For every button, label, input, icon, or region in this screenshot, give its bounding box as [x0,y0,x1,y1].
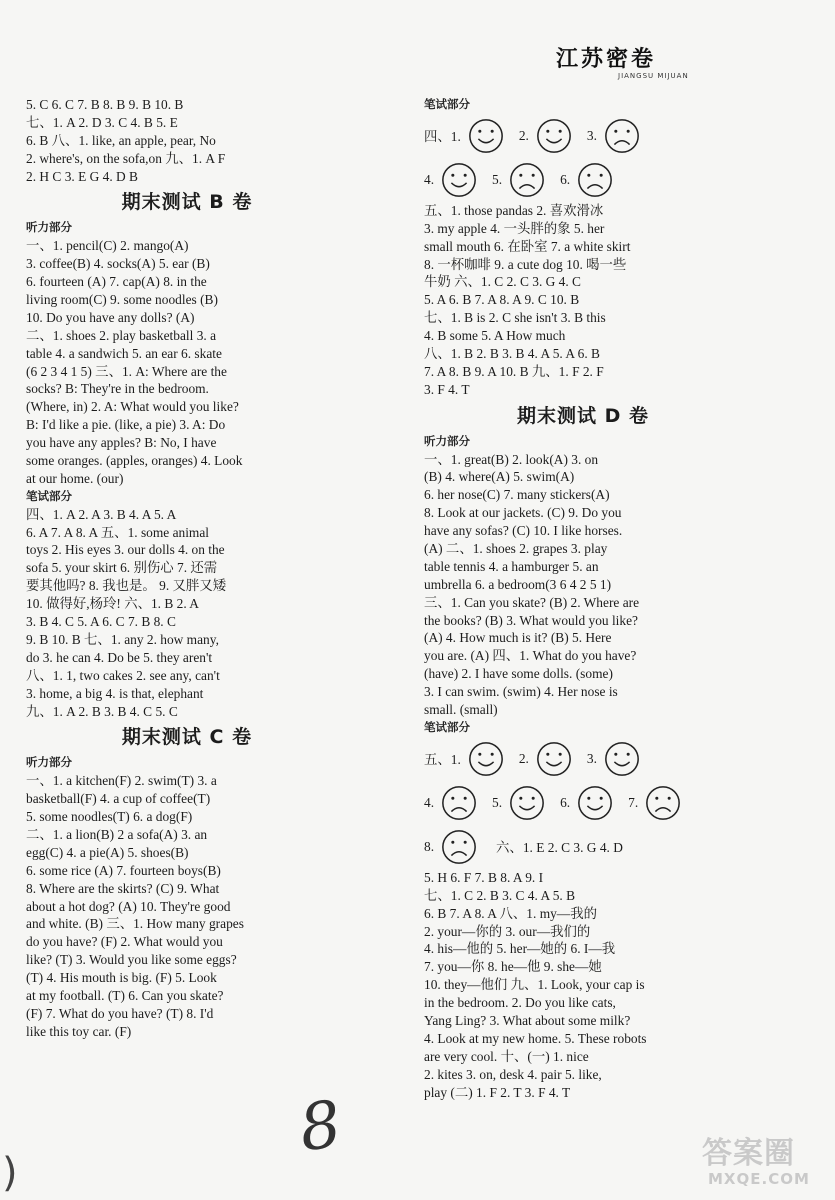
answer-line: 六、1. E 2. C 3. G 4. D [496,840,623,856]
page-edge-mark: ) [2,1150,18,1196]
smiley-answer-row [424,825,742,869]
answer-line: B: I'd like a pie. (like, a pie) 3. A: Do [26,417,226,433]
answer-line: 6. her nose(C) 7. many stickers(A) [424,487,610,503]
answer-line: 3. F 4. T [424,381,470,397]
right-answer-column [424,96,742,1101]
answer-line: 10. 做得好,杨玲! 六、1. B 2. A [26,596,199,612]
brand-title: 江苏密卷 [556,47,657,72]
smiley-face-icon [603,740,641,778]
question-number: 5. [492,794,503,810]
left-answer-column [26,96,348,1041]
smiley-answer-row [424,114,742,158]
answer-line: 3. home, a big 4. is that, elephant [26,685,204,701]
answer-line: 8. 一杯咖啡 9. a cute dog 10. 喝一些 [424,256,627,272]
answer-line: 5. H 6. F 7. B 8. A 9. I [424,869,544,885]
answer-line: about a hot dog? (A) 10. They're good [26,898,231,914]
answer-line: 要其他吗? 8. 我也是。 9. 又胖又矮 [26,578,227,594]
answer-line: and white. (B) 三、1. How many grapes [26,916,244,932]
answer-line: 4. his—他的 5. her—她的 6. I—我 [424,941,616,957]
answer-line: at my football. (T) 6. Can you skate? [26,987,224,1003]
answer-line: are very cool. 十、(一) 1. nice [424,1048,589,1064]
answer-line: 7. you—你 8. he—他 9. she—她 [424,959,602,975]
frowning-face-icon [644,784,682,822]
answer-line: 3. my apple 4. 一头胖的象 5. her [424,220,605,236]
answer-line: table tennis 4. a hamburger 5. an [424,558,599,574]
question-number: 6. [560,171,571,187]
answer-line: 8. Where are the skirts? (C) 9. What [26,880,220,896]
answer-line: socks? B: They're in the bedroom. [26,381,209,397]
smiley-face-icon [576,784,614,822]
answer-line: 九、1. A 2. B 3. B 4. C 5. C [26,703,178,719]
section-title: 期末测试 D 卷 [516,404,649,427]
answer-line: in the bedroom. 2. Do you like cats, [424,995,616,1011]
frowning-face-icon [603,117,641,155]
question-number: 2. [518,750,529,766]
answer-line: 7. A 8. B 9. A 10. B 九、1. F 2. F [424,363,604,379]
answer-line: umbrella 6. a bedroom(3 6 4 2 5 1) [424,576,612,592]
answer-line: 2. H C 3. E G 4. D B [26,168,138,184]
answer-line: 七、1. C 2. B 3. C 4. A 5. B [424,887,576,903]
answer-line: (A) 4. How much is it? (B) 5. Here [424,630,612,646]
answer-line: you are. (A) 四、1. What do you have? [424,648,637,664]
brand-header [556,38,746,84]
answer-line: play (二) 1. F 2. T 3. F 4. T [424,1084,571,1100]
answer-line: 6. some rice (A) 7. fourteen boys(B) [26,862,221,878]
answer-line: some oranges. (apples, oranges) 4. Look [26,453,243,469]
answer-line: egg(C) 4. a pie(A) 5. shoes(B) [26,844,189,860]
question-number: 四、1. [424,129,461,145]
answer-line: 三、1. Can you skate? (B) 2. Where are [424,594,640,610]
section-subheading: 听力部分 [26,755,72,770]
handwritten-page-number: 8 [295,1087,346,1167]
answer-line: 10. Do you have any dolls? (A) [26,309,195,325]
answer-line: 牛奶 六、1. C 2. C 3. G 4. C [424,274,581,290]
watermark-logo-text: 答案圈 [702,1136,795,1171]
answer-line: 一、1. great(B) 2. look(A) 3. on [424,451,599,467]
answer-line: 9. B 10. B 七、1. any 2. how many, [26,631,219,647]
smiley-face-icon [535,740,573,778]
brand-subtitle: JIANGSU MIJUAN [618,72,689,80]
answer-line: 5. C 6. C 7. B 8. B 9. B 10. B [26,97,184,112]
watermark-url: MXQE.COM [708,1170,810,1188]
answer-line: 二、1. a lion(B) 2 a sofa(A) 3. an [26,826,208,842]
smiley-face-icon [467,740,505,778]
section-subheading: 笔试部分 [424,97,470,111]
answer-line: 七、1. B is 2. C she isn't 3. B this [424,310,606,326]
answer-line: 2. kites 3. on, desk 4. pair 5. like, [424,1066,602,1082]
answer-line: 6. B 八、1. like, an apple, pear, No [26,132,216,148]
question-number: 6. [560,794,571,810]
answer-line: the books? (B) 3. What would you like? [424,612,638,628]
answer-line: 5. some noodles(T) 6. a dog(F) [26,809,193,825]
smiley-face-icon [440,161,478,199]
smiley-answer-row [424,737,742,781]
frowning-face-icon [440,784,478,822]
answer-line: (F) 7. What do you have? (T) 8. I'd [26,1005,214,1021]
frowning-face-icon [576,161,614,199]
answer-line: you have any apples? B: No, I have [26,435,217,451]
answer-line: at our home. (our) [26,470,124,486]
answer-line: (T) 4. His mouth is big. (F) 5. Look [26,970,217,986]
question-number: 五、1. [424,752,461,768]
answer-line: 2. where's, on the sofa,on 九、1. A F [26,150,226,166]
section-subheading: 笔试部分 [424,719,470,734]
question-number: 3. [586,127,597,143]
answer-line: (B) 4. where(A) 5. swim(A) [424,469,575,485]
answer-line: small. (small) [424,702,498,718]
answer-line: have any sofas? (C) 10. I like horses. [424,523,623,539]
answer-line: 2. your—你的 3. our—我们的 [424,923,591,939]
section-subheading: 听力部分 [26,220,72,235]
answer-line: 一、1. pencil(C) 2. mango(A) [26,238,189,254]
answer-line: 4. Look at my new home. 5. These robots [424,1030,647,1046]
question-number: 2. [518,127,529,143]
answer-line: sofa 5. your skirt 6. 别伤心 7. 还需 [26,560,218,576]
frowning-face-icon [508,161,546,199]
answer-line: 6. B 7. A 8. A 八、1. my—我的 [424,905,597,921]
answer-line: like? (T) 3. Would you like some eggs? [26,952,237,968]
answer-line: (A) 二、1. shoes 2. grapes 3. play [424,541,608,557]
answer-line: 八、1. B 2. B 3. B 4. A 5. A 6. B [424,346,600,362]
smiley-answer-row [424,158,742,202]
smiley-face-icon [535,117,573,155]
question-number: 8. [424,838,435,854]
answer-line: 4. B some 5. A How much [424,328,566,344]
answer-line: 8. Look at our jackets. (C) 9. Do you [424,505,622,521]
answer-line: do you have? (F) 2. What would you [26,934,223,950]
answer-line: 10. they—他们 九、1. Look, your cap is [424,977,645,993]
section-subheading: 笔试部分 [26,488,72,503]
answer-line: 二、1. shoes 2. play basketball 3. a [26,327,217,343]
answer-line: 3. I can swim. (swim) 4. Her nose is [424,684,618,700]
answer-line: 5. A 6. B 7. A 8. A 9. C 10. B [424,292,580,308]
answer-line: small mouth 6. 在卧室 7. a white skirt [424,238,631,254]
answer-line: 八、1. 1, two cakes 2. see any, can't [26,667,220,683]
answer-line: (Where, in) 2. A: What would you like? [26,399,239,415]
question-number: 5. [492,171,503,187]
answer-line: do 3. he can 4. Do be 5. they aren't [26,649,213,665]
answer-line: (have) 2. I have some dolls. (some) [424,666,613,682]
answer-line: 一、1. a kitchen(F) 2. swim(T) 3. a [26,773,217,789]
answer-line: 七、1. A 2. D 3. C 4. B 5. E [26,114,178,130]
answer-line: basketball(F) 4. a cup of coffee(T) [26,791,211,807]
question-number: 4. [424,171,435,187]
question-number: 4. [424,794,435,810]
section-title: 期末测试 B 卷 [121,191,253,214]
answer-line: 五、1. those pandas 2. 喜欢滑冰 [424,202,604,218]
answer-line: table 4. a sandwich 5. an ear 6. skate [26,345,222,361]
smiley-face-icon [508,784,546,822]
smiley-face-icon [467,117,505,155]
answer-line: 6. A 7. A 8. A 五、1. some animal [26,524,210,540]
frowning-face-icon [440,828,478,866]
watermark [700,1128,835,1200]
answer-line: 3. B 4. C 5. A 6. C 7. B 8. C [26,614,176,630]
answer-line: Yang Ling? 3. What about some milk? [424,1012,631,1028]
answer-line: living room(C) 9. some noodles (B) [26,292,218,308]
question-number: 3. [586,750,597,766]
answer-line: 3. coffee(B) 4. socks(A) 5. ear (B) [26,256,210,272]
answer-line: like this toy car. (F) [26,1023,132,1039]
answer-line: 6. fourteen (A) 7. cap(A) 8. in the [26,274,207,290]
answer-line: toys 2. His eyes 3. our dolls 4. on the [26,542,225,558]
section-subheading: 听力部分 [424,433,470,448]
answer-line: (6 2 3 4 1 5) 三、1. A: Where are the [26,363,227,379]
section-title: 期末测试 C 卷 [121,726,253,749]
answer-line: 四、1. A 2. A 3. B 4. A 5. A [26,506,177,522]
question-number: 7. [628,794,639,810]
smiley-answer-row [424,781,742,825]
